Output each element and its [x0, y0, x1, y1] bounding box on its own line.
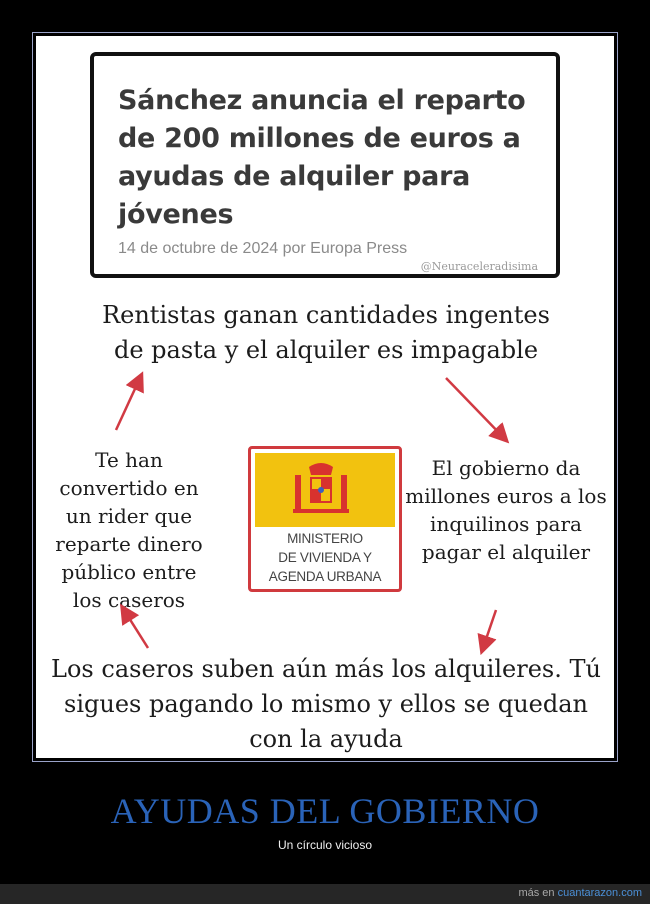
ministry-line-3: AGENDA URBANA [268, 569, 382, 584]
caption-subtitle: Un círculo vicioso [277, 838, 373, 852]
caption-headline: AYUDAS DEL GOBIERNO [110, 791, 540, 831]
arrow-left-to-top [116, 378, 140, 430]
ministry-line-1: MINISTERIO [287, 531, 363, 546]
cycle-step-top: Rentistas ganan cantidades ingentes de pasta y el alquiler es impagable [102, 301, 550, 364]
arrow-top-to-right [446, 378, 504, 438]
cycle-step-bottom: Los caseros suben aún más los alquileres. Tú sigues pagando lo mismo y ellos se quedan con la ayuda [51, 655, 601, 753]
author-watermark: @Neuraceleradisima [420, 260, 538, 273]
cycle-step-left: Te han convertido en un rider que reparte dinero público entre los caseros [55, 448, 203, 612]
cycle-step-right: El gobierno da millones euros a los inquilinos para pagar el alquiler [405, 456, 607, 564]
footer-prefix: más en [518, 887, 555, 899]
arrow-right-to-bottom [483, 610, 496, 648]
news-headline: Sánchez anuncia el reparto de 200 millones de euros a ayudas de alquiler para jóvenes [118, 85, 526, 230]
cycle-arrows [36, 36, 614, 758]
footer-more [518, 887, 642, 899]
arrow-bottom-to-left [124, 610, 148, 648]
site-link[interactable]: cuantarazon.com [557, 887, 642, 899]
ministry-line-2: DE VIVIENDA Y [278, 550, 372, 565]
footer-bar [0, 884, 650, 904]
news-date-source: 14 de octubre de 2024 por Europa Press [118, 240, 408, 257]
poster-panel [36, 36, 614, 758]
